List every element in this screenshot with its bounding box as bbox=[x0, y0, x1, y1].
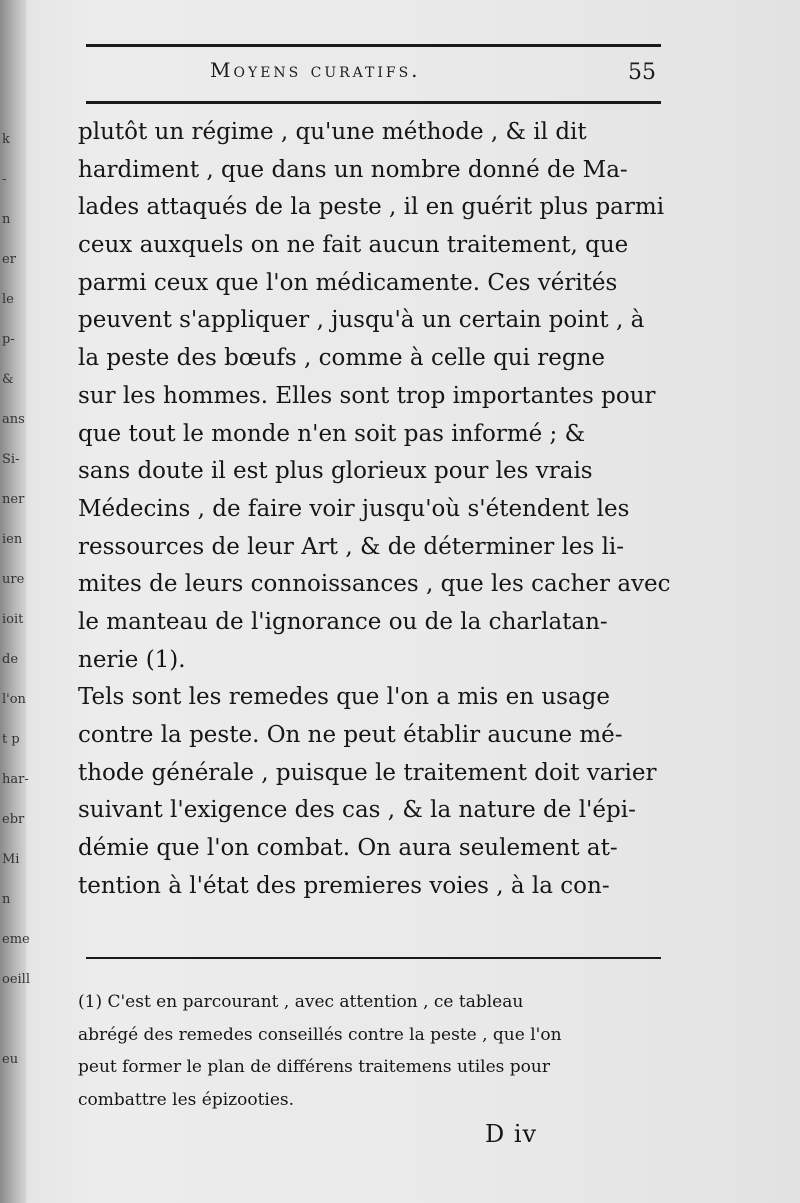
body-line: plutôt un régime , qu'une méthode , & il dit bbox=[78, 119, 587, 145]
gutter-fragment: ien bbox=[2, 532, 23, 547]
gutter-fragment: Si- bbox=[2, 452, 20, 467]
body-line: sans doute il est plus glorieux pour les vrais bbox=[78, 458, 593, 485]
body-line: nerie (1). bbox=[78, 646, 186, 673]
adjacent-page-text bbox=[2, 120, 30, 1080]
gutter-fragment: ure bbox=[2, 572, 25, 587]
gutter-fragment: ner bbox=[2, 492, 25, 507]
body-line: Tels sont les remedes que l'on a mis en usage bbox=[78, 684, 611, 711]
body-line: hardiment , que dans un nombre donné de Ma- bbox=[78, 156, 628, 183]
footnote-line: combattre les épizooties. bbox=[78, 1089, 295, 1110]
gutter-fragment: n bbox=[2, 212, 11, 227]
body-line: contre la peste. On ne peut établir aucune mé- bbox=[78, 722, 623, 748]
body-line: ceux auxquels on ne fait aucun traitement, que bbox=[78, 232, 629, 259]
gutter-fragment bbox=[2, 1000, 22, 1040]
gutter-fragment: le bbox=[2, 292, 14, 307]
signature-mark: D iv bbox=[485, 1120, 538, 1148]
gutter-fragment: t p bbox=[2, 732, 20, 747]
gutter-fragment: - bbox=[2, 172, 7, 187]
footnote-rule bbox=[86, 957, 661, 959]
body-line: que tout le monde n'en soit pas informé ; & bbox=[78, 420, 586, 447]
gutter-fragment: oeill bbox=[2, 972, 30, 987]
gutter-fragment: ebr bbox=[2, 812, 25, 827]
body-line: le manteau de l'ignorance ou de la charlatan- bbox=[78, 608, 608, 635]
gutter-fragment: p- bbox=[2, 332, 15, 347]
footnote-line: abrégé des remedes conseillés contre la peste , que l'on bbox=[78, 1024, 562, 1045]
body-line: lades attaqués de la peste , il en guérit plus parmi bbox=[78, 194, 665, 221]
gutter-fragment: har- bbox=[2, 772, 29, 787]
gutter-fragment: eme bbox=[2, 932, 30, 947]
body-line: la peste des bœufs , comme à celle qui regne bbox=[78, 345, 606, 372]
body-line: tention à l'état des premieres voies , à la con- bbox=[78, 872, 610, 899]
gutter-fragment: Mi bbox=[2, 852, 20, 867]
gutter-fragment: & bbox=[2, 372, 14, 387]
header-rule-top bbox=[86, 44, 661, 47]
body-line: peuvent s'appliquer , jusqu'à un certain point , à bbox=[78, 307, 645, 334]
adjacent-page-edge bbox=[0, 0, 30, 1203]
gutter-fragment: k bbox=[2, 132, 10, 147]
body-line: thode générale , puisque le traitement doit varier bbox=[78, 759, 657, 786]
gutter-fragment: de bbox=[2, 652, 19, 667]
footnote-line: peut former le plan de différens traitemens utiles pour bbox=[78, 1057, 550, 1077]
header-rule-bottom bbox=[86, 101, 661, 104]
footnote-line: (1) C'est en parcourant , avec attention , ce tableau bbox=[78, 992, 524, 1012]
footnote bbox=[78, 986, 663, 1116]
body-line: sur les hommes. Elles sont trop importantes pour bbox=[78, 382, 656, 409]
gutter-fragment: l'on bbox=[2, 692, 26, 707]
body-line: parmi ceux que l'on médicamente. Ces vérités bbox=[78, 269, 618, 296]
body-line: ressources de leur Art , & de déterminer les li- bbox=[78, 533, 625, 560]
running-head: Moyens curatifs. bbox=[210, 58, 421, 82]
gutter-fragment: ioit bbox=[2, 612, 24, 627]
gutter-fragment: eu bbox=[2, 1052, 19, 1067]
page-number: 55 bbox=[628, 60, 656, 85]
body-line: mites de leurs connoissances , que les cacher avec bbox=[78, 571, 671, 598]
body-line: suivant l'exigence des cas , & la nature de l'épi- bbox=[78, 797, 636, 824]
body-line: démie que l'on combat. On aura seulement at- bbox=[78, 835, 618, 862]
gutter-fragment: n bbox=[2, 892, 11, 907]
gutter-fragment: ans bbox=[2, 412, 25, 427]
gutter-fragment: er bbox=[2, 252, 16, 267]
body-text bbox=[78, 114, 671, 905]
body-line: Médecins , de faire voir jusqu'où s'étendent les bbox=[78, 495, 630, 522]
